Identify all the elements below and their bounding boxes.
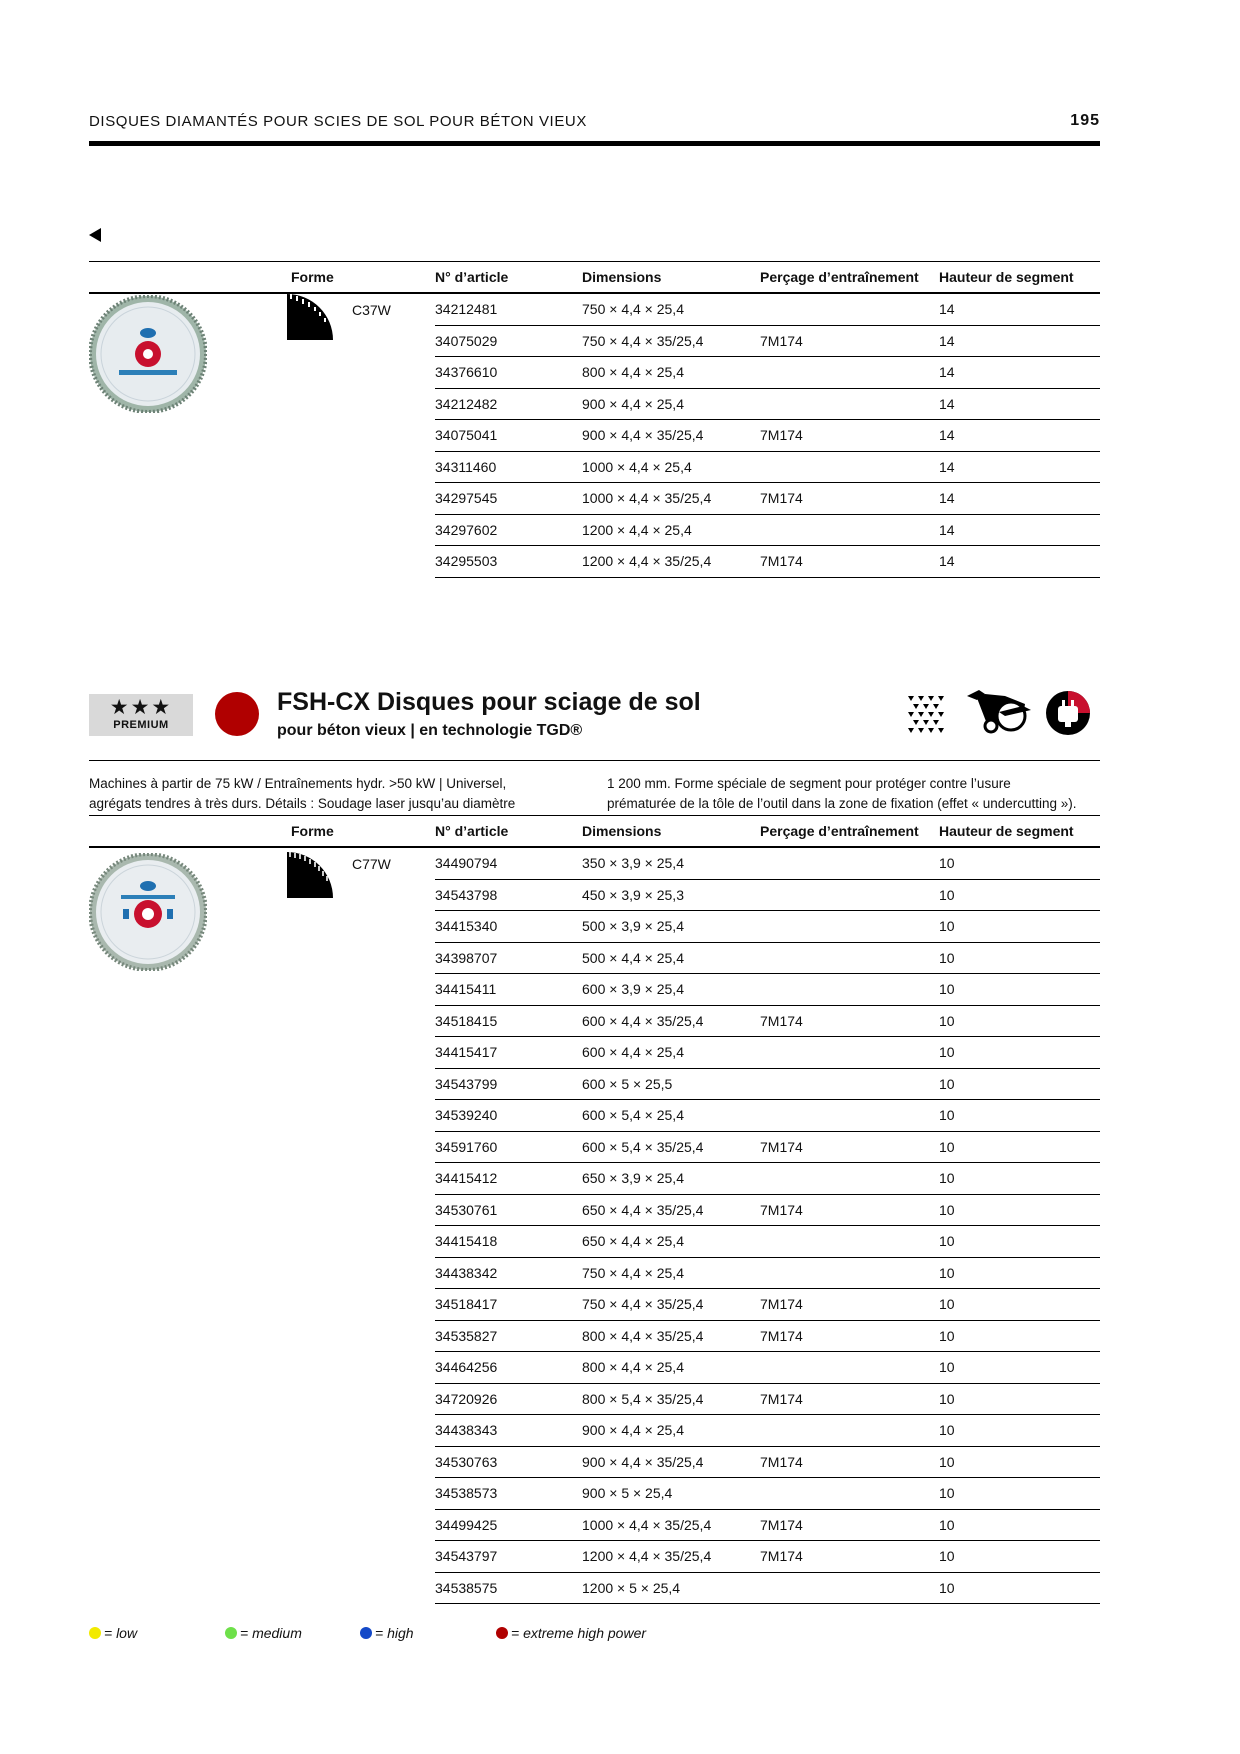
dimensions-cell: 650 × 4,4 × 25,4 [582,1233,684,1249]
dimensions-cell: 750 × 4,4 × 35/25,4 [582,332,704,349]
dimensions-cell: 600 × 4,4 × 25,4 [582,1044,684,1060]
article-number: 34530761 [435,1201,498,1218]
hauteur-cell: 10 [939,1138,955,1155]
table-rows [435,294,1100,578]
hauteur-cell: 14 [939,521,955,538]
premium-badge [89,694,193,736]
article-number: 34415418 [435,1233,498,1249]
table-row [435,1541,1100,1573]
table-row [435,389,1100,421]
col-hauteur: Hauteur de segment [939,823,1074,839]
col-forme: Forme [291,269,334,285]
dimensions-cell: 750 × 4,4 × 35/25,4 [582,1296,704,1312]
stars-icon: ★★★ [109,696,173,719]
percage-cell: 7M174 [760,490,803,506]
article-number: 34538575 [435,1579,498,1596]
percage-cell: 7M174 [760,1516,803,1533]
legend-item [89,1625,137,1641]
article-number: 34376610 [435,364,498,380]
percage-cell: 7M174 [760,1390,803,1407]
dimensions-cell: 650 × 4,4 × 35/25,4 [582,1201,704,1218]
segment-shape-icon [287,292,335,340]
back-arrow-icon[interactable] [89,228,101,242]
table-row [435,515,1100,547]
table-row [435,1069,1100,1101]
table-row [435,1321,1100,1353]
hauteur-cell: 10 [939,1516,955,1533]
col-article: N° d’article [435,823,509,839]
table-header [89,815,1100,848]
article-number: 34543798 [435,886,498,903]
table-row [435,1163,1100,1195]
table-row [435,974,1100,1006]
hauteur-cell: 10 [939,1453,955,1470]
dimensions-cell: 800 × 4,4 × 25,4 [582,1359,684,1375]
col-article: N° d’article [435,269,509,285]
hauteur-cell: 10 [939,1548,955,1564]
legend-label: = low [104,1625,138,1641]
diamond-grain-icon [906,692,950,736]
table-rows [435,848,1100,1604]
page-number: 195 [1070,112,1100,129]
power-level-dot [215,692,259,736]
table-row [435,1384,1100,1416]
col-percage: Perçage d’entraînement [760,269,919,285]
hauteur-cell: 14 [939,301,955,317]
table-row [435,1573,1100,1605]
article-number: 34075041 [435,427,498,443]
article-number: 34398707 [435,949,498,966]
col-hauteur: Hauteur de segment [939,269,1074,285]
table-row [435,420,1100,452]
table-row [435,848,1100,880]
header-rule [89,141,1100,146]
hauteur-cell: 10 [939,1012,955,1029]
legend-item [360,1625,414,1641]
hauteur-cell: 10 [939,1075,955,1092]
description-left: Machines à partir de 75 kW / Entraînements hydr. >50 kW | Universel, agrégats tendres à très durs. Détails : Soudage laser jusqu’au diamètre [89,776,516,811]
article-number: 34499425 [435,1516,498,1533]
dimensions-cell: 1000 × 4,4 × 25,4 [582,458,692,475]
article-number: 34295503 [435,553,498,569]
dimensions-cell: 750 × 4,4 × 25,4 [582,301,684,317]
hauteur-cell: 10 [939,1485,955,1501]
hauteur-cell: 10 [939,1579,955,1596]
dimensions-cell: 450 × 3,9 × 25,3 [582,886,684,903]
table-header [89,261,1100,294]
dimensions-cell: 500 × 4,4 × 25,4 [582,949,684,966]
hauteur-cell: 10 [939,1359,955,1375]
hauteur-cell: 10 [939,1296,955,1312]
dimensions-cell: 600 × 4,4 × 35/25,4 [582,1012,704,1029]
percage-cell: 7M174 [760,1138,803,1155]
legend-dot-icon [360,1627,372,1639]
table-row [435,326,1100,358]
table-row [435,1226,1100,1258]
table-row [435,1006,1100,1038]
header-title: DISQUES DIAMANTÉS POUR SCIES DE SOL POUR BÉTON VIEUX [89,113,587,130]
hauteur-cell: 14 [939,395,955,412]
table-row [435,943,1100,975]
article-number: 34490794 [435,855,498,871]
hauteur-cell: 10 [939,1170,955,1186]
floor-saw-icon [965,686,1037,736]
hauteur-cell: 10 [939,1264,955,1281]
dimensions-cell: 900 × 4,4 × 35/25,4 [582,1453,704,1470]
table-row [435,357,1100,389]
dimensions-cell: 800 × 4,4 × 25,4 [582,364,684,380]
blade-image [89,295,207,413]
table-row [435,1478,1100,1510]
hauteur-cell: 10 [939,1327,955,1344]
dimensions-cell: 1200 × 5 × 25,4 [582,1579,681,1596]
badge-label: PREMIUM [113,719,169,731]
percage-cell: 7M174 [760,1296,803,1312]
dimensions-cell: 750 × 4,4 × 25,4 [582,1264,684,1281]
hauteur-cell: 10 [939,1044,955,1060]
dimensions-cell: 900 × 4,4 × 25,4 [582,395,684,412]
col-dimensions: Dimensions [582,823,662,839]
article-number: 34415417 [435,1044,498,1060]
dimensions-cell: 600 × 5,4 × 25,4 [582,1107,684,1123]
legend-item [496,1625,646,1641]
hauteur-cell: 10 [939,1233,955,1249]
hauteur-cell: 10 [939,981,955,997]
col-percage: Perçage d’entraînement [760,823,919,839]
hauteur-cell: 14 [939,458,955,475]
hauteur-cell: 10 [939,949,955,966]
blade-image [89,853,207,971]
dimensions-cell: 350 × 3,9 × 25,4 [582,855,684,871]
segment-shape-icon [287,850,335,898]
percage-cell: 7M174 [760,1012,803,1029]
percage-cell: 7M174 [760,1453,803,1470]
percage-cell: 7M174 [760,1201,803,1218]
dimensions-cell: 1000 × 4,4 × 35/25,4 [582,490,712,506]
legend-item [225,1625,302,1641]
hauteur-cell: 10 [939,1201,955,1218]
electric-plug-icon [1045,690,1091,736]
table-row [435,1132,1100,1164]
table-row [435,1258,1100,1290]
hauteur-cell: 10 [939,1422,955,1438]
table-row [435,1510,1100,1542]
hauteur-cell: 14 [939,427,955,443]
article-number: 34464256 [435,1359,498,1375]
dimensions-cell: 650 × 3,9 × 25,4 [582,1170,684,1186]
product-title: FSH-CX Disques pour sciage de sol [277,688,701,716]
percage-cell: 7M174 [760,553,803,569]
article-number: 34543797 [435,1548,498,1564]
article-number: 34415411 [435,981,497,997]
article-number: 34075029 [435,332,498,349]
legend-label: = medium [240,1625,302,1641]
legend-dot-icon [496,1627,508,1639]
table-row [435,1289,1100,1321]
hauteur-cell: 10 [939,1107,955,1123]
article-number: 34591760 [435,1138,498,1155]
col-forme: Forme [291,823,334,839]
table-row [435,911,1100,943]
dimensions-cell: 1200 × 4,4 × 25,4 [582,521,692,538]
legend-label: = high [375,1625,414,1641]
table-row [435,546,1100,578]
dimensions-cell: 600 × 5 × 25,5 [582,1075,673,1092]
article-number: 34539240 [435,1107,498,1123]
percage-cell: 7M174 [760,332,803,349]
dimensions-cell: 600 × 5,4 × 35/25,4 [582,1138,704,1155]
hauteur-cell: 14 [939,332,955,349]
dimensions-cell: 800 × 4,4 × 35/25,4 [582,1327,704,1344]
table-row [435,1195,1100,1227]
hauteur-cell: 10 [939,918,955,934]
article-number: 34297602 [435,521,498,538]
dimensions-cell: 800 × 5,4 × 35/25,4 [582,1390,704,1407]
table-row [435,880,1100,912]
table-row [435,1100,1100,1132]
hauteur-cell: 14 [939,364,955,380]
col-dimensions: Dimensions [582,269,662,285]
article-number: 34438342 [435,1264,498,1281]
article-number: 34415340 [435,918,498,934]
article-number: 34538573 [435,1485,498,1501]
article-number: 34518417 [435,1296,498,1312]
section-rule [89,760,1100,761]
article-number: 34720926 [435,1390,498,1407]
table-row [435,294,1100,326]
legend-dot-icon [225,1627,237,1639]
article-number: 34212482 [435,395,498,412]
hauteur-cell: 14 [939,490,955,506]
table-row [435,1037,1100,1069]
article-number: 34415412 [435,1170,498,1186]
article-number: 34535827 [435,1327,498,1344]
percage-cell: 7M174 [760,1548,803,1564]
dimensions-cell: 1200 × 4,4 × 35/25,4 [582,553,712,569]
description-right: 1 200 mm. Forme spéciale de segment pour protéger contre l’usure prématurée de la tôle de l’outil dans la zone de fixation (effet « undercutting »). [607,776,1077,811]
legend-label: = extreme high power [511,1625,647,1641]
legend-dot-icon [89,1627,101,1639]
article-number: 34518415 [435,1012,498,1029]
dimensions-cell: 900 × 4,4 × 35/25,4 [582,427,704,443]
dimensions-cell: 900 × 4,4 × 25,4 [582,1422,684,1438]
dimensions-cell: 900 × 5 × 25,4 [582,1485,673,1501]
article-number: 34543799 [435,1075,498,1092]
dimensions-cell: 1200 × 4,4 × 35/25,4 [582,1548,712,1564]
table-row [435,1352,1100,1384]
article-number: 34311460 [435,458,497,475]
shape-code: C37W [352,302,391,318]
article-number: 34212481 [435,301,498,317]
hauteur-cell: 10 [939,1390,955,1407]
article-number: 34297545 [435,490,498,506]
percage-cell: 7M174 [760,1327,803,1344]
article-number: 34530763 [435,1453,498,1470]
table-row [435,452,1100,484]
dimensions-cell: 1000 × 4,4 × 35/25,4 [582,1516,712,1533]
article-number: 34438343 [435,1422,498,1438]
product-subtitle: pour béton vieux | en technologie TGD® [277,722,583,739]
table-row [435,1415,1100,1447]
table-row [435,1447,1100,1479]
dimensions-cell: 600 × 3,9 × 25,4 [582,981,684,997]
hauteur-cell: 10 [939,886,955,903]
percage-cell: 7M174 [760,427,803,443]
hauteur-cell: 10 [939,855,955,871]
table-row [435,483,1100,515]
hauteur-cell: 14 [939,553,955,569]
dimensions-cell: 500 × 3,9 × 25,4 [582,918,684,934]
shape-code: C77W [352,856,391,872]
